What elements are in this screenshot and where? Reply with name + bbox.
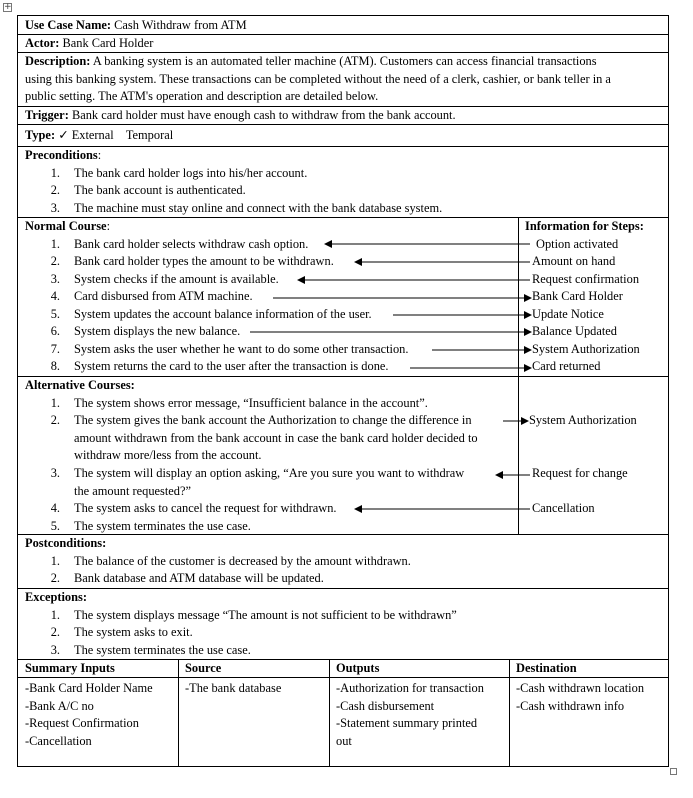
exceptions-section: Exceptions: 1. The system displays message “The amount is not sufficient to be withdrawn” 2. The system asks to exit. 3. The system terminates the use case. bbox=[18, 589, 668, 660]
summary-input-item: -Request Confirmation bbox=[25, 716, 139, 730]
exception-item: The system asks to exit. bbox=[74, 625, 193, 639]
description-line-2: using this banking system. These transactions can be completed without the need of a clerk, cashier, or bank teller in a bbox=[25, 71, 611, 86]
normal-step: System displays the new balance. bbox=[74, 324, 241, 338]
type-temporal: Temporal bbox=[125, 128, 174, 142]
info-item: Amount on hand bbox=[532, 254, 616, 268]
outputs-header: Outputs bbox=[336, 661, 380, 675]
type-row: Type: ✓ External Temporal bbox=[18, 125, 668, 147]
normal-step: System asks the user whether he want to do some other transaction. bbox=[74, 341, 409, 356]
alternative-courses-label: Alternative Courses: bbox=[25, 378, 135, 392]
alternative-step: The system terminates the use case. bbox=[74, 518, 251, 533]
alt-info-item: Cancellation bbox=[532, 501, 595, 515]
description-line-3: public setting. The ATM's operation and description are detailed below. bbox=[25, 89, 379, 103]
alternative-step-cont: amount withdrawn from the bank account in case the bank card holder decided to bbox=[74, 430, 478, 445]
use-case-name-row: Use Case Name: Cash Withdraw from ATM bbox=[18, 16, 668, 35]
alternative-step-cont: the amount requested?” bbox=[74, 483, 191, 498]
normal-step: Bank card holder types the amount to be withdrawn. bbox=[74, 254, 334, 268]
precondition-item: The machine must stay online and connect with the bank database system. bbox=[74, 200, 443, 215]
alternative-step-cont: withdraw more/less from the account. bbox=[74, 448, 262, 462]
normal-step: System updates the account balance information of the user. bbox=[74, 306, 372, 321]
table-move-handle-icon[interactable]: + bbox=[4, 2, 12, 12]
description-label: Description bbox=[25, 54, 87, 68]
info-item: Card returned bbox=[532, 359, 601, 373]
postcondition-item: Bank database and ATM database will be updated. bbox=[74, 571, 324, 585]
actor-label: Actor bbox=[25, 36, 56, 50]
trigger-label: Trigger bbox=[25, 108, 65, 122]
alt-info-item: System Authorization bbox=[529, 413, 637, 427]
summary-output-item: -Authorization for transaction bbox=[336, 681, 484, 695]
precondition-item: The bank card holder logs into his/her account. bbox=[74, 165, 308, 180]
precondition-item: The bank account is authenticated. bbox=[74, 183, 246, 197]
destination-header: Destination bbox=[516, 661, 577, 675]
table-resize-handle-icon[interactable] bbox=[670, 768, 677, 775]
summary-output-item: -Cash disbursement bbox=[336, 698, 435, 713]
exception-item: The system terminates the use case. bbox=[74, 642, 251, 657]
alternative-step: The system asks to cancel the request for withdrawn. bbox=[74, 501, 337, 515]
normal-step: Bank card holder selects withdraw cash option. bbox=[74, 236, 309, 251]
preconditions-section: Preconditions: 1. The bank card holder logs into his/her account. 2. The bank account is authenticated. 3. The machine must stay online and connect with the bank database system. bbox=[18, 147, 668, 218]
source-header: Source bbox=[185, 661, 222, 675]
description-row: Description: A banking system is an automated teller machine (ATM). Customers can access financial transactions using this banking system. These transactions can be completed without the need of a clerk, cashier, or bank teller in a public setting. The ATM's operation and description are detailed below. bbox=[18, 53, 668, 107]
summary-source-item: -The bank database bbox=[185, 681, 282, 695]
use-case-name-value: Cash Withdraw from ATM bbox=[114, 18, 247, 32]
trigger-row: Trigger: Bank card holder must have enough cash to withdraw from the bank account. bbox=[18, 107, 668, 125]
description-line-1: A banking system is an automated teller machine (ATM). Customers can access financial transactions bbox=[92, 54, 597, 68]
summary-inputs-header: Summary Inputs bbox=[25, 661, 115, 675]
normal-course-section: Normal Course: Information for Steps: 1. Bank card holder selects withdraw cash option. 2. Bank card holder types the amount to be withdrawn. 3. System checks if the amount is available. 4. Card disbursed from ATM machine. 5. System updates the account balance information of the user. 6. System displays the new balance. 7. System asks the user whether he want to do some other transaction. 8. System returns the card to the user after the transaction is done. Option activated Amount on hand Request confirmation Bank Card Holder Update Notice Balance Updated System Authorization Card returned bbox=[18, 218, 668, 377]
trigger-value: Bank card holder must have enough cash to withdraw from the bank account. bbox=[71, 108, 456, 122]
normal-step: Card disbursed from ATM machine. bbox=[74, 289, 253, 303]
normal-step: System returns the card to the user after the transaction is done. bbox=[74, 359, 389, 373]
type-external: External bbox=[71, 128, 114, 142]
info-item: Balance Updated bbox=[532, 324, 617, 338]
alt-info-item: Request for change bbox=[532, 466, 628, 480]
summary-content-row bbox=[18, 678, 668, 766]
postcondition-item: The balance of the customer is decreased by the amount withdrawn. bbox=[74, 553, 411, 568]
normal-course-label: Normal Course bbox=[25, 219, 107, 233]
postconditions-section: Postconditions: 1. The balance of the customer is decreased by the amount withdrawn. 2. Bank database and ATM database will be updated. bbox=[18, 535, 668, 589]
use-case-name-label: Use Case Name bbox=[25, 18, 107, 32]
summary-output-item: -Statement summary printed bbox=[336, 716, 478, 730]
info-for-steps-header: Information for Steps: bbox=[525, 219, 644, 233]
exceptions-label: Exceptions: bbox=[25, 590, 87, 604]
use-case-table bbox=[17, 15, 669, 767]
alternative-step: The system gives the bank account the Authorization to change the difference in bbox=[74, 413, 472, 427]
actor-value: Bank Card Holder bbox=[62, 36, 154, 50]
summary-input-item: -Bank Card Holder Name bbox=[25, 681, 153, 695]
preconditions-label: Preconditions bbox=[25, 148, 98, 162]
info-item: System Authorization bbox=[532, 341, 640, 356]
summary-input-item: -Bank A/C no bbox=[25, 698, 94, 713]
info-item: Option activated bbox=[536, 236, 619, 251]
info-item: Update Notice bbox=[532, 306, 604, 321]
checkmark-icon: ✓ bbox=[58, 128, 69, 142]
alternative-step: The system will display an option asking, “Are you sure you want to withdraw bbox=[74, 466, 465, 480]
summary-header-row bbox=[18, 660, 668, 678]
exception-item: The system displays message “The amount is not sufficient to be withdrawn” bbox=[74, 607, 457, 622]
summary-input-item: -Cancellation bbox=[25, 733, 92, 748]
info-item: Request confirmation bbox=[532, 271, 640, 286]
summary-output-item: out bbox=[336, 733, 352, 748]
actor-row: Actor: Bank Card Holder bbox=[18, 35, 668, 53]
type-label: Type bbox=[25, 128, 51, 142]
summary-destination-item: -Cash withdrawn location bbox=[516, 681, 645, 695]
alternative-step: The system shows error message, “Insufficient balance in the account”. bbox=[74, 395, 428, 410]
summary-destination-item: -Cash withdrawn info bbox=[516, 698, 625, 713]
normal-step: System checks if the amount is available. bbox=[74, 271, 279, 286]
alternative-courses-section: Alternative Courses: 1. The system shows error message, “Insufficient balance in the account”. 2. The system gives the bank account the Authorization to change the difference in amount withdrawn from the bank account in case the bank card holder decided to withdraw more/less from the account. 3. The system will display an option asking, “Are you sure you want to withdraw the amount requested?” 4. The system asks to cancel the request for withdrawn. 5. The system terminates the use case. System Authorization Request for change Cancellation bbox=[18, 377, 668, 535]
postconditions-label: Postconditions: bbox=[25, 536, 107, 550]
info-item: Bank Card Holder bbox=[532, 289, 623, 303]
